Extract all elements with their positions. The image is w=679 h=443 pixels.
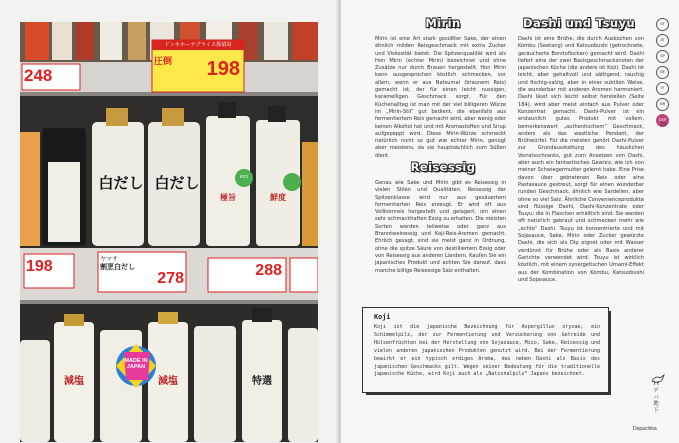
- sign-price: 198: [206, 58, 240, 80]
- chapter-tab-2[interactable]: AT: [656, 34, 669, 47]
- supermarket-shelf-photo: [20, 22, 318, 442]
- dashi-paragraph: Dashi ist eine Brühe, die durch Auskochen von Kombu (Seetang) und Katsuobushi (getrocknete, geräucherte Bonitoflocken) gemacht wird. Dashi liefert eine der zwei Basisgeschmacksnoten der japanischen Küche (die andere ist Koji). Dashi ist leicht, aber gehaltvoll und sättigend, rauchig und fischig-salzig, aber in einer subtilen Weise, die wunderbar mit anderen Aromen harmoniert. Dashi lässt sich leicht selbst herstellen (Seite 184), wird aber meist einfach aus Pulver oder Konzentrat gemacht. Dashi-Pulver ist ein erstaunlich gutes Produkt mit vollem, bemerkenswert „authentischem“ Geschmack, anders als das westliche Pendant, der Brühwürfel. Für die meisten gehört Dashi-Pulver zur Grundausstattung des häuslichen Vorratsschranks, gut zum Ansetzen von Dashi, aber auch ein fantastisches Gewürz, wie ich von meiner Schwiegermutter gelernt habe. Eine Prise davon über gebratenen Reis oder eine Pastasauce gestreut, sorgt für einen wunderbar runden Geschmack, ähnlich wie Sardellen, aber ohne so viel Salz. Ähnliche Convenienceprodukte sind flüssige Dashi, Dashi-Konzentrate oder Tsuyu; die in Flaschen erhältlich sind. Sie werden oft natürlich gebraut und schmecken mehr wie „echte“ Dashi. Tsuyu ist konzentrierte und mit Sojasauce, Sake, Mirin oder Zucker gewürzte Dashi, die sich als Dip eignet oder mit Wasser verdünnt für Brühe oder als Basis anderer Gerichte verwendet wird. Tsuyu ist wirklich köstlich, mit einem synergetischen Umami-Effekt aus der Kombination von Kombu, Katsuobushi und Sojasauce.: [518, 36, 644, 283]
- page-number: 23: [659, 122, 667, 128]
- chapter-tab-4[interactable]: DE: [656, 66, 669, 79]
- chapter-tab-1[interactable]: SF: [656, 18, 669, 31]
- price-tag-288: 288: [255, 262, 282, 279]
- vertical-char-3: 地: [653, 401, 659, 407]
- price-tag-248: 248: [24, 66, 53, 85]
- bottle-label-c: 減塩: [64, 376, 84, 387]
- bottle-label-b: 白だし: [154, 175, 200, 192]
- price-tag-brand: ヤマサ: [100, 257, 119, 263]
- bottle-label-g: 鮮度: [270, 193, 286, 202]
- sign-header: ドンキホーテプライス探偵局: [164, 42, 232, 48]
- bottle-label-a: 白だし: [98, 175, 144, 192]
- chapter-tabs: [656, 18, 670, 130]
- bottle-label-f: 極旨: [220, 193, 236, 202]
- reisessig-paragraph: Genau wie Sake und Mirin gibt es Reisessig in vielen Stilen und Qualitäten. Reisessig der Spitzenklasse wird nur aus gesäuertem fermentierten Reis erzeugt. Er wird oft aus Vollkornreis hergestellt und gelagert, um einen sehr schmackhaften Essig zu erhalten. Die meisten Sorten werden teilweise oder ganz aus Branntweinessig und Koji-Reis-Aromen gemacht. Ehrlich gesagt, sind sie meist ganz in Ordnung, ohne die spitze Säure von destilliertem Essig oder von Reisessig aus anderen Ländern. Kaufen Sie ein japanisches Produkt und achten Sie darauf, dass manche billige Reisessige Salz enthalten.: [375, 180, 506, 274]
- chapter-tab-active[interactable]: DEP: [656, 114, 669, 127]
- sign-label: 圧倒: [154, 56, 173, 66]
- vertical-char-2: パ: [653, 394, 659, 401]
- bottle-label-d: 減塩: [158, 376, 178, 387]
- vertical-japanese-label: [651, 388, 661, 414]
- chapter-tab-6[interactable]: NR: [656, 98, 669, 111]
- bird-doodle-icon: [650, 371, 666, 387]
- dashi-heading: Dashi und Tsuyu: [523, 16, 635, 30]
- price-tag-198: 198: [26, 258, 53, 275]
- bottle-label-e: 特選: [252, 376, 272, 387]
- vertical-char-4: 下: [653, 407, 659, 414]
- mirin-paragraph: Mirin ist eine Art stark gesüßter Sake, der einen ähnlich milden Reisgeschmack mit extra Zucker und Viskosität bietet. Die Spitzenqualität wird als Hon Mirin (echter Mirin) bezeichnet und ohne Zusätze nur durch Brauen hergestellt. Hon Mirin kann ausgesprochen köstlich schmecken, vor allem, wenn er aus Natsumai (braunem Reis) gemacht ist, der für einen leicht nussigen, karamelligen Geschmack sorgt. Für den Küchenalltag ist man mit der viel billigeren Würze im „Mirin-Stil“ gut bedient, die ebenfalls aus fermentiertem Reis gemacht wird, aber wenig oder keinen Alkohol hat und mit Aromastoffen und Sirup aufgepeppt wird. Diese Mirin-Würze schmeckt natürlich nicht so gut wie echter Mirin, genügt aber meistens, da sie hauptsächlich zum Süßen dient.: [375, 36, 506, 159]
- made-in-japan-sticker: MADE IN JAPAN: [124, 358, 148, 370]
- price-tag-product: 割烹白だし: [100, 264, 135, 271]
- footer-section-label: Depachika: [633, 426, 657, 432]
- koji-paragraph: Koji ist die japanische Bezeichnung für Aspergillus oryzae, ein Schimmelpilz, der zur Fermentierung und Verzuckerung von Getreide und Hülsenfrüchten bei der Herstellung von Sojasauce, Miso, Sake, Reisessig und vielen anderen japanischen Produkten genutzt wird. Bei der Fermentierung bewirkt er ein typisch erdiges Aroma, das neben Dashi als Basis des japanischen Geschmacks gilt. Wegen seiner Bedeutung für die traditionelle japanische Küche, wird Koji auch als „Nationalpilz“ Japans bezeichnet.: [374, 324, 600, 378]
- koji-title: Koji: [374, 313, 391, 321]
- vertical-char-1: デ: [653, 388, 659, 394]
- mirin-heading: Mirin: [425, 16, 461, 30]
- price-tag-278: 278: [157, 270, 184, 287]
- eco-badge: eco: [239, 174, 249, 180]
- reisessig-heading: Reisessig: [410, 160, 476, 174]
- chapter-tab-5[interactable]: TF: [656, 82, 669, 95]
- chapter-tab-3[interactable]: SP: [656, 50, 669, 63]
